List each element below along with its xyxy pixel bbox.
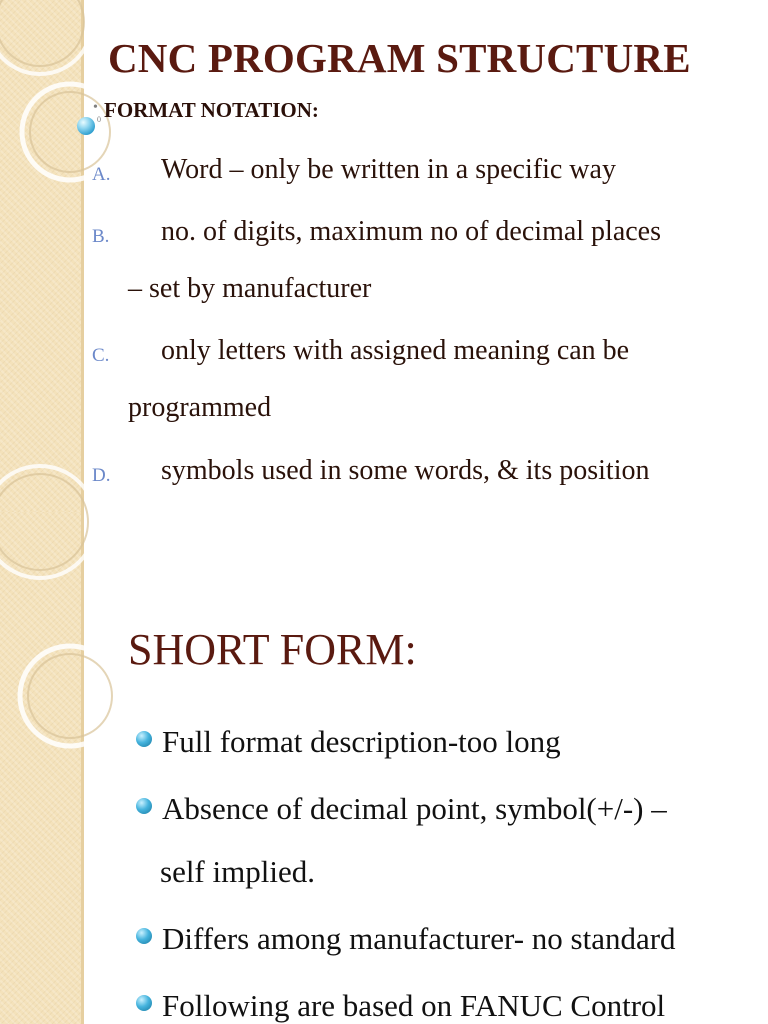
item-b-line-1: no. of digits, maximum no of decimal places bbox=[161, 216, 662, 247]
item-c-line-1: only letters with assigned meaning can be bbox=[161, 335, 630, 366]
bullet-dot-icon bbox=[136, 928, 152, 944]
item-d-line-1: symbols used in some words, & its position bbox=[161, 455, 650, 486]
decorative-band bbox=[0, 0, 84, 512]
item-a-line-1: Word – only be written in a specific way bbox=[161, 154, 616, 185]
short-form-title: SHORT FORM: bbox=[128, 625, 417, 674]
item-letter-b: B. bbox=[92, 226, 110, 247]
decorative-rings bbox=[0, 0, 84, 512]
bullet-dot-icon bbox=[136, 798, 152, 814]
bullet-dot-icon bbox=[136, 731, 152, 747]
decorative-rings bbox=[0, 512, 84, 1024]
short-form-bullet-2-line-1: Absence of decimal point, symbol(+/-) – bbox=[162, 791, 667, 826]
bullet-glyph: • bbox=[93, 100, 98, 115]
short-form-bullet-1: Full format description-too long bbox=[162, 724, 561, 759]
sphere-bullet-icon bbox=[77, 117, 95, 135]
item-c-line-2: programmed bbox=[128, 392, 272, 423]
slide-title: CNC PROGRAM STRUCTURE bbox=[108, 35, 691, 81]
item-letter-a: A. bbox=[92, 164, 111, 185]
bullet-subscript: 0 bbox=[97, 115, 101, 124]
item-letter-c: C. bbox=[92, 345, 110, 366]
short-form-bullet-4: Following are based on FANUC Control bbox=[162, 988, 666, 1023]
item-letter-d: D. bbox=[92, 465, 111, 486]
slide-short-form bbox=[0, 512, 768, 1024]
short-form-bullet-3: Differs among manufacturer- no standard bbox=[162, 921, 676, 956]
item-b-line-2: – set by manufacturer bbox=[128, 273, 372, 304]
decorative-band bbox=[0, 512, 84, 1024]
short-form-bullet-2-line-2: self implied. bbox=[160, 854, 315, 889]
bullet-dot-icon bbox=[136, 995, 152, 1011]
format-notation-label: FORMAT NOTATION: bbox=[104, 98, 319, 122]
